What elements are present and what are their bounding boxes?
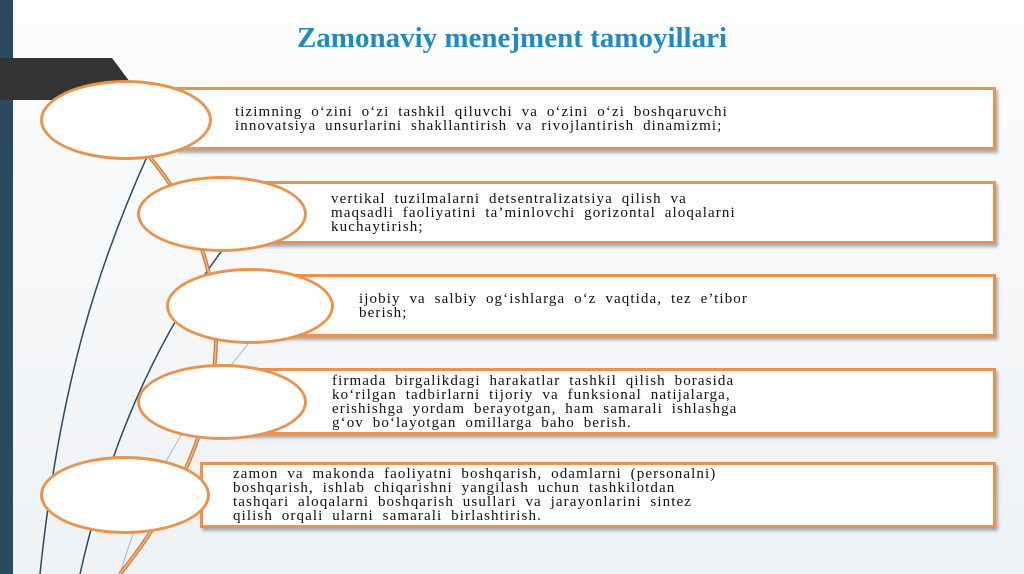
principle-box-5 <box>200 462 996 528</box>
principle-text: firmada birgalikdagi harakatlar tashkil qilish borasida ko‘rilgan tadbirlarni tijoriy va funksional natijalarga, erishishga yordam berayotgan, ham samarali ishlashga g‘ov bo‘layotgan omillarga baho berish. <box>332 372 738 431</box>
principle-ellipse-2 <box>137 176 307 252</box>
principle-ellipse-1 <box>40 80 212 160</box>
principle-box-4 <box>245 368 996 435</box>
principle-ellipse-5 <box>40 456 210 534</box>
principle-box-1 <box>175 87 996 150</box>
principle-ellipse-4 <box>137 364 307 440</box>
principle-text: tizimning o‘zini o‘zi tashkil qiluvchi va o‘zini o‘zi boshqaruvchi innovatsiya unsurlarini shakllantirish va rivojlantirish dinamizmi; <box>235 103 728 134</box>
principle-text: ijobiy va salbiy og‘ishlarga o‘z vaqtida, tez e’tibor berish; <box>359 290 748 321</box>
principle-text: vertikal tuzilmalarni detsentralizatsiya qilish va maqsadli faoliyatini ta’minlovchi gorizontal aloqalarni kuchaytirish; <box>331 190 736 235</box>
principle-box-2 <box>240 181 996 244</box>
principle-text: zamon va makonda faoliyatni boshqarish, odamlarni (personalni) boshqarish, ishlab chiqarishni yangilash uchun tashkilotdan tashqari aloqalarni boshqarish usullari va jarayonlarini sintez qilish orqali ularni samarali birlashtirish. <box>233 466 717 524</box>
principle-box-3 <box>270 274 996 337</box>
page-title: Zamonaviy menejment tamoyillari <box>296 22 728 54</box>
principle-ellipse-3 <box>166 268 334 344</box>
